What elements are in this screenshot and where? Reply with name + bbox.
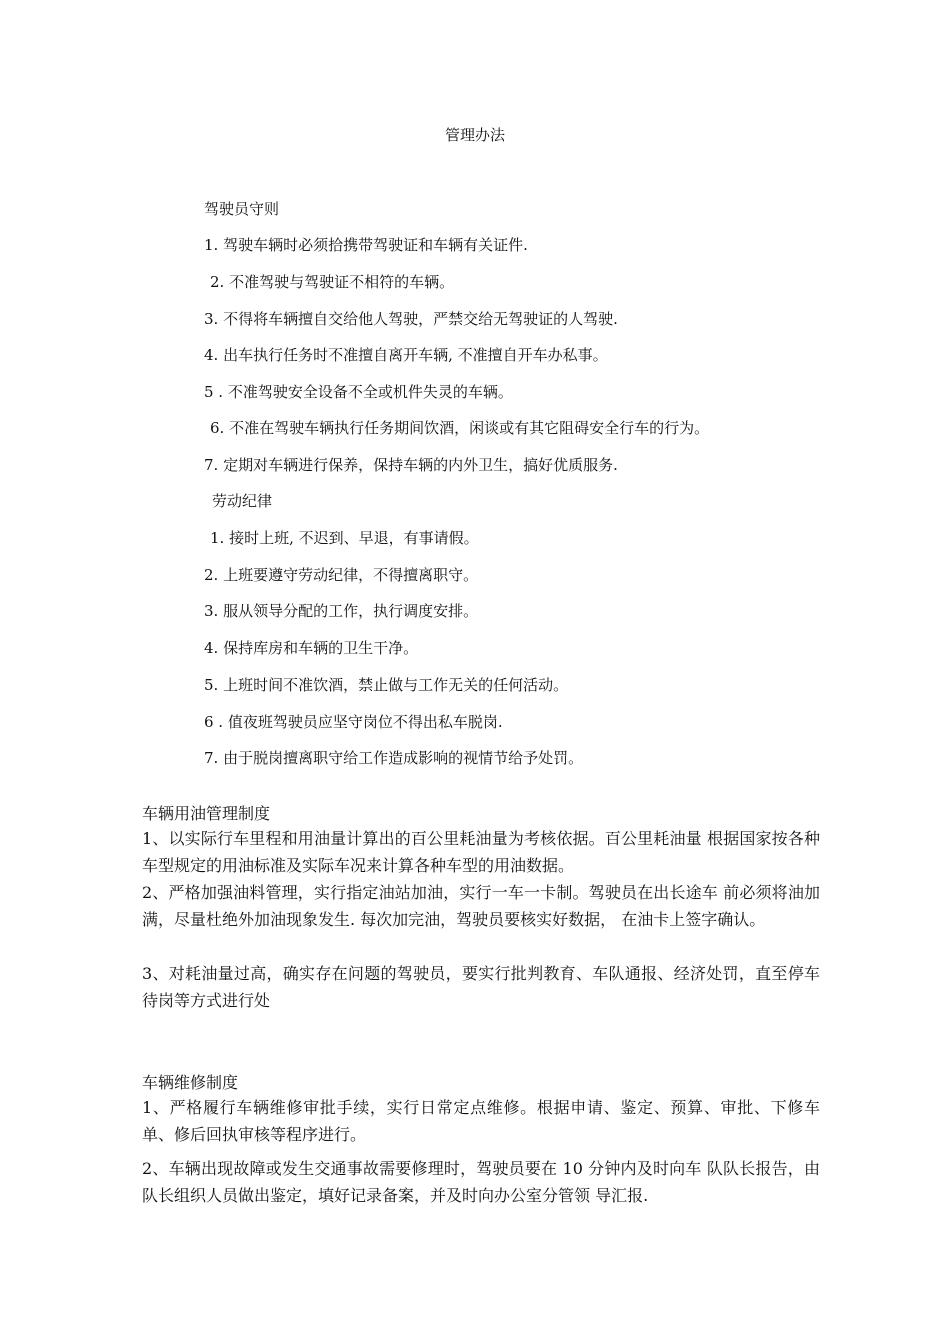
fuel-policy-paragraph: 2、严格加强油料管理，实行指定油站加油，实行一车一卡制。驾驶员在出长途车 前必须将油加满，尽量杜绝外加油现象发生. 每次加完油，驾驶员要核实好数据， 在油卡上签字确认。 [142, 883, 820, 929]
document-title: 管理办法 [444, 126, 505, 144]
repair-policy-heading: 车辆维修制度 [142, 1073, 239, 1092]
driver-rule-item: 3. 不得将车辆擅自交给他人驾驶，严禁交给无驾驶证的人驾驶. [204, 310, 618, 328]
driver-rule-item: 4. 出车执行任务时不准擅自离开车辆, 不准擅自开车办私事。 [204, 346, 608, 364]
labor-rule-item: 7. 由于脱岗擅离职守给工作造成影响的视情节给予处罚。 [204, 749, 584, 767]
driver-rule-item: 1. 驾驶车辆时必须拾携带驾驶证和车辆有关证件. [204, 236, 528, 254]
labor-rule-item: 5. 上班时间不准饮酒，禁止做与工作无关的任何活动。 [204, 676, 569, 694]
labor-rule-item: 6 . 值夜班驾驶员应坚守岗位不得出私车脱岗. [204, 713, 503, 731]
labor-rule-item: 1. 接时上班, 不迟到、早退，有事请假。 [210, 529, 479, 547]
driver-rule-item: 2. 不准驾驶与驾驶证不相符的车辆。 [210, 273, 455, 291]
labor-rule-item: 3. 服从领导分配的工作，执行调度安排。 [204, 602, 479, 620]
repair-policy-paragraph: 2、车辆出现故障或发生交通事故需要修理时，驾驶员要在 10 分钟内及时向车 队队长报告，由队长组织人员做出鉴定，填好记录备案，并及时向办公室分管领 导汇报. [142, 1159, 820, 1205]
driver-rule-item: 7. 定期对车辆进行保养，保持车辆的内外卫生，搞好优质服务. [204, 456, 618, 474]
fuel-policy-paragraph: 1、以实际行车里程和用油量计算出的百公里耗油量为考核依据。百公里耗油量 根据国家按各种车型规定的用油标准及实际车况来计算各种车型的用油数据。 [142, 829, 820, 875]
labor-rule-item: 2. 上班要遵守劳动纪律，不得擅离职守。 [204, 566, 479, 584]
labor-rule-item: 4. 保持库房和车辆的卫生干净。 [204, 639, 419, 657]
fuel-policy-heading: 车辆用油管理制度 [142, 804, 271, 823]
driver-rules-heading: 驾驶员守则 [204, 200, 280, 218]
labor-discipline-heading: 劳动纪律 [212, 492, 273, 510]
driver-rule-item: 6. 不准在驾驶车辆执行任务期间饮酒，闲谈或有其它阻碍安全行车的行为。 [210, 419, 710, 437]
fuel-policy-paragraph: 3、对耗油量过高，确实存在问题的驾驶员，要实行批判教育、车队通报、经济处罚，直至停车待岗等方式进行处 [142, 964, 820, 1010]
repair-policy-paragraph: 1、严格履行车辆维修审批手续，实行日常定点维修。根据申请、鉴定、预算、审批、下修车单、修后回执审核等程序进行。 [142, 1098, 820, 1144]
driver-rule-item: 5 . 不准驾驶安全设备不全或机件失灵的车辆。 [204, 383, 513, 401]
